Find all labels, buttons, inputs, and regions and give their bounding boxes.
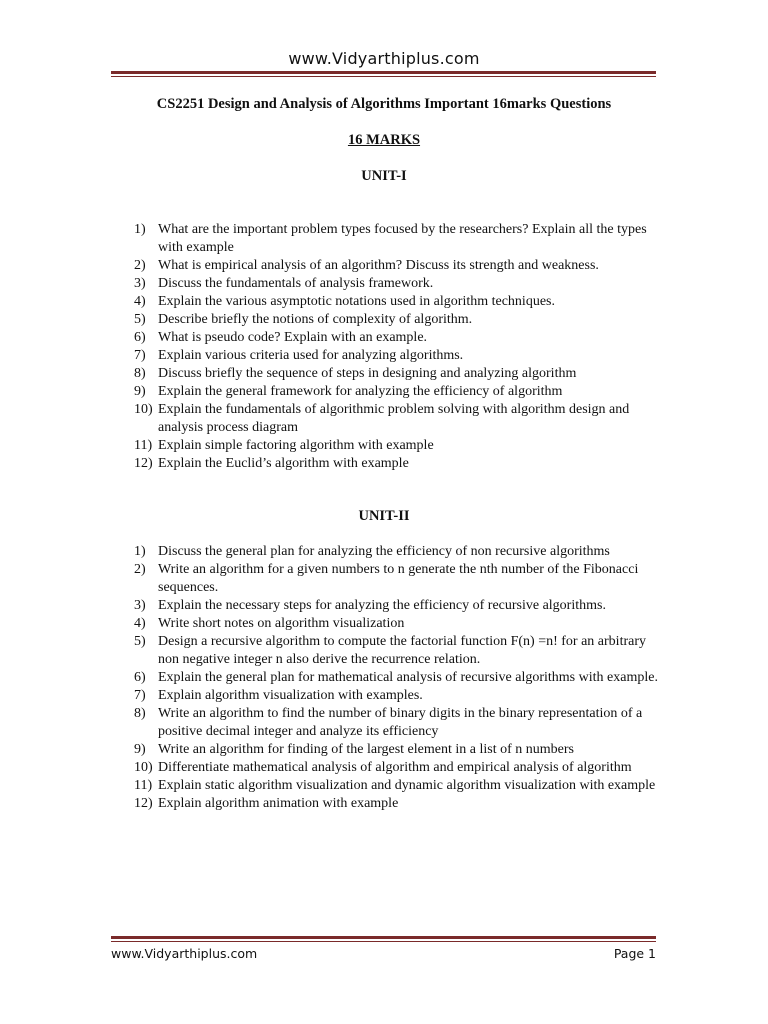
question-text: Explain algorithm animation with example [158, 796, 399, 811]
footer-site: www.Vidyarthiplus.com [111, 946, 258, 961]
question-number: 8) [134, 706, 146, 721]
document-title: CS2251 Design and Analysis of Algorithms Important 16marks Questions [156, 96, 612, 112]
list-item [134, 347, 664, 365]
list-item [134, 221, 664, 257]
question-number: 10) [134, 402, 153, 417]
question-number: 1) [134, 222, 146, 237]
question-number: 1) [134, 544, 146, 559]
question-text: Explain various criteria used for analyzing algorithms. [158, 348, 464, 363]
list-item [134, 561, 664, 597]
list-item [134, 329, 664, 347]
question-number: 3) [134, 598, 146, 613]
list-item [134, 795, 664, 813]
question-number: 9) [134, 742, 146, 757]
list-item [134, 383, 664, 401]
question-number: 2) [134, 258, 146, 273]
question-number: 6) [134, 670, 146, 685]
list-item [134, 437, 664, 455]
question-number: 2) [134, 562, 146, 577]
question-number: 4) [134, 616, 146, 631]
list-item [134, 365, 664, 383]
header-rule [111, 71, 656, 77]
question-text: Explain static algorithm visualization and dynamic algorithm visualization with example [158, 778, 656, 793]
question-text: Write an algorithm for finding of the largest element in a list of n numbers [158, 742, 574, 757]
question-number: 12) [134, 796, 153, 811]
list-item [134, 257, 664, 275]
question-number: 10) [134, 760, 153, 775]
question-number: 4) [134, 294, 146, 309]
unit-heading: UNIT-I [361, 168, 407, 184]
site-header: www.Vidyarthiplus.com [288, 49, 480, 68]
question-text: Differentiate mathematical analysis of algorithm and empirical analysis of algorithm [158, 760, 632, 775]
page-footer [111, 946, 656, 961]
marks-heading: 16 MARKS [347, 132, 421, 148]
list-item [134, 615, 664, 633]
question-number: 11) [134, 778, 153, 793]
question-text: Discuss briefly the sequence of steps in designing and analyzing algorithm [158, 366, 577, 381]
question-number: 6) [134, 330, 146, 345]
question-text: Explain the fundamentals of algorithmic problem solving with algorithm design and analysis process diagram [158, 402, 630, 435]
question-text: Write an algorithm for a given numbers to n generate the nth number of the Fibonacci sequences. [158, 562, 639, 595]
list-item [134, 687, 664, 705]
question-number: 5) [134, 312, 146, 327]
question-text: Explain the Euclid’s algorithm with example [158, 456, 409, 471]
question-number: 7) [134, 348, 146, 363]
question-text: Design a recursive algorithm to compute the factorial function F(n) =n! for an arbitrary non negative integer n also derive the recurrence relation. [158, 634, 647, 667]
list-item [134, 543, 664, 561]
question-text: Write short notes on algorithm visualization [158, 616, 405, 631]
question-list [134, 221, 664, 473]
question-list [134, 543, 664, 813]
question-text: Explain the various asymptotic notations used in algorithm techniques. [158, 294, 555, 309]
list-item [134, 293, 664, 311]
list-item [134, 275, 664, 293]
unit-heading: UNIT-II [358, 508, 410, 524]
list-item [134, 705, 664, 741]
footer-rule [111, 936, 656, 942]
question-text: Explain simple factoring algorithm with example [158, 438, 434, 453]
question-number: 5) [134, 634, 146, 649]
question-text: What are the important problem types focused by the researchers? Explain all the types with example [158, 222, 647, 255]
question-number: 8) [134, 366, 146, 381]
question-text: What is empirical analysis of an algorithm? Discuss its strength and weakness. [158, 258, 599, 273]
question-text: Explain the necessary steps for analyzing the efficiency of recursive algorithms. [158, 598, 606, 613]
question-number: 11) [134, 438, 153, 453]
page-number: Page 1 [613, 946, 656, 961]
question-text: Explain algorithm visualization with examples. [158, 688, 423, 703]
question-number: 12) [134, 456, 153, 471]
list-item [134, 759, 664, 777]
list-item [134, 669, 664, 687]
question-text: Write an algorithm to find the number of binary digits in the binary representation of a positive decimal integer and analyze its efficiency [158, 706, 643, 739]
list-item [134, 401, 664, 437]
list-item [134, 311, 664, 329]
list-item [134, 455, 664, 473]
question-text: Discuss the general plan for analyzing the efficiency of non recursive algorithms [158, 544, 610, 559]
question-text: Explain the general framework for analyzing the efficiency of algorithm [158, 384, 563, 399]
question-text: Discuss the fundamentals of analysis framework. [158, 276, 434, 291]
list-item [134, 741, 664, 759]
question-text: Explain the general plan for mathematical analysis of recursive algorithms with example. [158, 670, 658, 685]
question-number: 3) [134, 276, 146, 291]
question-text: Describe briefly the notions of complexity of algorithm. [158, 312, 473, 327]
question-number: 7) [134, 688, 146, 703]
question-text: What is pseudo code? Explain with an example. [158, 330, 428, 345]
list-item [134, 777, 664, 795]
list-item [134, 597, 664, 615]
list-item [134, 633, 664, 669]
question-number: 9) [134, 384, 146, 399]
